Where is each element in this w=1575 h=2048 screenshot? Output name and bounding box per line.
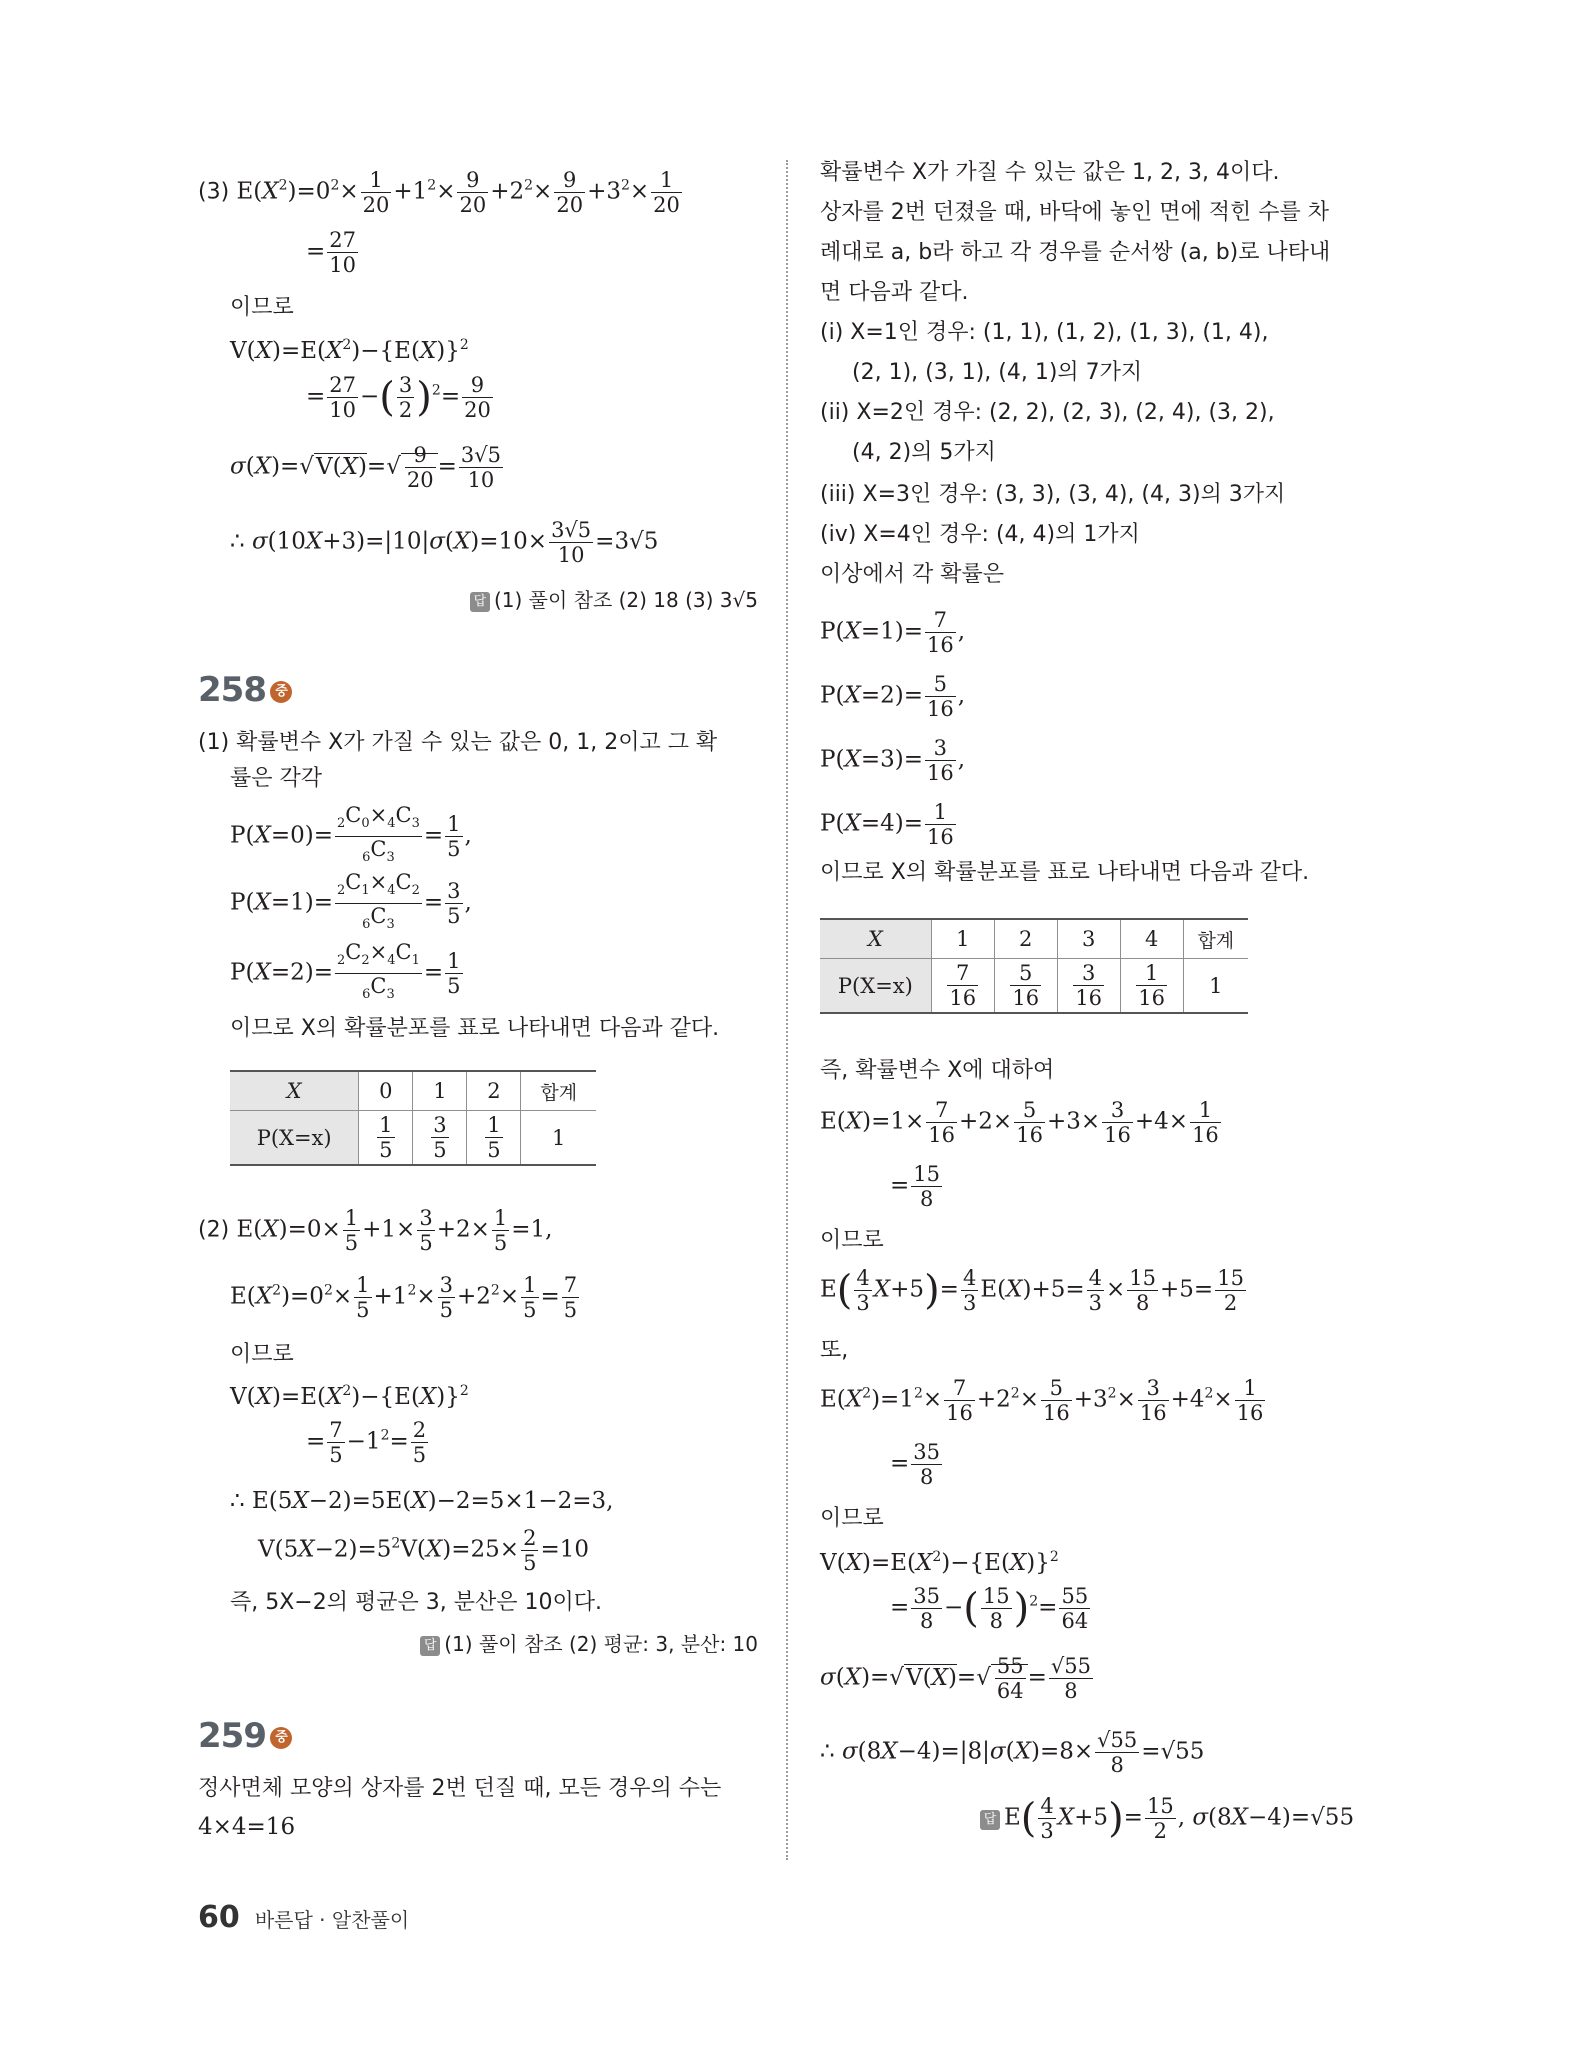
r-text5: 이상에서 각 확률은 [820,562,1005,587]
eq-ex-258: (2) E(X)=0× $\frac{1}{5}$ +1× $\frac{3}{5}$ +2× $\frac{1}{5}$ =1, [198,1206,553,1255]
eq-sigma-8x: ∴ σ(8X−4)=|8|σ(X)=8× $\frac{√55}{8}$ =√55 [820,1728,1205,1777]
distribution-table-259: X 1 2 3 4 합계 P(X=x) $\frac{7}{16}$ $\frac{5}{16}$ $\frac{3}{16}$ $\frac{1}{16}$ 1 [820,918,1248,1014]
eq-ex2-259-result: = $\frac{35}{8}$ [890,1440,941,1489]
eq-px3: P(X=3)= $\frac{3}{16}$ , [820,736,966,785]
answer-icon: 답 [470,592,490,612]
case-1b: (2, 1), (3, 1), (4, 1)의 7가지 [852,360,1143,385]
eq-ex-259: E(X)=1× $\frac{7}{16}$ +2× $\frac{5}{16}$ +3× $\frac{3}{16}$ +4× $\frac{1}{16}$ [820,1098,1219,1147]
p258-1-text1: (1) 확률변수 X가 가질 수 있는 값은 0, 1, 2이고 그 확 [198,730,718,755]
case-3: (iii) X=3인 경우: (3, 3), (3, 4), (4, 3)의 3가지 [820,482,1286,507]
r-text4: 면 다음과 같다. [820,280,969,305]
r-text6: 즉, 확률변수 X에 대하여 [820,1058,1055,1083]
eq-ex2-259: $E(X^2)=1^2\times$ $\frac{7}{16}$ $+2^2\times$ $\frac{5}{16}$ $+3^2\times$ $\frac{3}{16}$ $+4^2\times$ $\frac{1}{16}$ [820,1376,1264,1425]
text-then: 이므로 [230,295,294,320]
eq-var-259-result: = $\frac{35}{8}$ −( $\frac{15}{8}$ )$^2$= $\frac{55}{64}$ [890,1584,1089,1633]
p258-1-text2: 률은 각각 [230,766,323,791]
table-row-label: P(X=x) [230,1111,359,1166]
eq-var-259: $V(X)=E(X^2)-\{E(X)\}^2$ [820,1549,1059,1576]
eq-var-result: = $\frac{27}{10}$ −( $\frac{3}{2}$ )$^2$= $\frac{9}{20}$ [306,373,491,422]
case-2b: (4, 2)의 5가지 [852,440,996,465]
table-header-x: X [230,1071,359,1111]
eq-ex2-result: = $\frac{27}{10}$ [306,228,357,277]
eq-sigma: σ(X)=√V(X)=√ $\frac{9}{20}$ = $\frac{3√5}{10}$ [230,443,501,492]
answer-259: 답 E( $\frac{4}{3}$ X+5)= $\frac{15}{2}$ , σ(8X−4)=√55 [980,1794,1354,1843]
r-text2: 상자를 2번 던졌을 때, 바닥에 놓인 면에 적힌 수를 차 [820,200,1329,225]
page-number: 60 [198,1900,240,1935]
eq-ex2-258: $E(X^2)=0^2\times$ $\frac{1}{5}$ $+1^2\times$ $\frac{3}{5}$ $+2^2\times$ $\frac{1}{5}$ = $\frac{7}{5}$ [230,1273,578,1322]
answer-257: 답 (1) 풀이 참조 (2) 18 (3) 3√5 [470,584,758,613]
eq-px4: P(X=4)= $\frac{1}{16}$ [820,800,954,849]
eq-p1: P(X=1)= $\frac{_2C_1\times_4C_2}{_6C_3}$ = $\frac{3}{5}$ , [230,870,472,932]
difficulty-badge: 중 [270,681,292,703]
answer-icon: 답 [980,1810,1000,1830]
eq-e5x: ∴ E(5X−2)=5E(X)−2=5×1−2=3, [230,1488,614,1514]
r-also: 또, [820,1338,849,1363]
eq-var-258-result: = $\frac{7}{5}$ $-1^2=$ $\frac{2}{5}$ [306,1418,427,1467]
r-table-intro: 이므로 X의 확률분포를 표로 나타내면 다음과 같다. [820,860,1310,885]
eq-var: $V(X)=E(X^2)-\{E(X)\}^2$ [230,337,469,364]
page-footer [198,1900,409,1935]
eq-v5x: $V(5X-2)=5^2V(X)=25\times$ $\frac{2}{5}$ =10 [258,1526,589,1575]
eq-px2: P(X=2)= $\frac{5}{16}$ , [820,672,966,721]
text-then-258: 이므로 [230,1342,294,1367]
eq-var-258: $V(X)=E(X^2)-\{E(X)\}^2$ [230,1383,469,1410]
eq-ex-259-result: = $\frac{15}{8}$ [890,1162,941,1211]
problem-259-number: 259 중 [198,1716,292,1756]
p259-text2: 4×4=16 [198,1814,296,1840]
case-2a: (ii) X=2인 경우: (2, 2), (2, 3), (2, 4), (3, 2), [820,400,1275,425]
r-then1: 이므로 [820,1228,884,1253]
eq-sigma-259: σ(X)=√V(X)=√ $\frac{55}{64}$ = $\frac{√55}{8}$ [820,1654,1091,1703]
eq-px1: P(X=1)= $\frac{7}{16}$ , [820,608,966,657]
case-1a: (i) X=1인 경우: (1, 1), (1, 2), (1, 3), (1, 4), [820,320,1269,345]
eq-p2: P(X=2)= $\frac{_2C_2\times_4C_1}{_6C_3}$ = $\frac{1}{5}$ [230,940,461,1002]
r-then2: 이므로 [820,1506,884,1531]
answer-icon: 답 [420,1636,440,1656]
difficulty-badge: 중 [270,1727,292,1749]
p259-text1: 정사면체 모양의 상자를 2번 던질 때, 모든 경우의 수는 [198,1776,722,1801]
left-column [198,158,758,1878]
eq-ex2: (3) $E(X^2)=0^2\times$ $\frac{1}{20}$ $+1^2\times$ $\frac{9}{20}$ $+2^2\times$ $\frac{9}{20}$ $+3^2\times$ $\frac{1}{20}$ [198,168,680,217]
problem-258-number: 258 중 [198,670,292,710]
eq-p0: P(X=0)= $\frac{_2C_0\times_4C_3}{_6C_3}$ = $\frac{1}{5}$ , [230,803,472,865]
eq-e43x: E( $\frac{4}{3}$ X+5)= $\frac{4}{3}$ E(X)+5= $\frac{4}{3}$ × $\frac{15}{8}$ +5= $\frac{15}{2}$ [820,1266,1244,1315]
r-text3: 례대로 a, b라 하고 각 경우를 순서쌍 (a, b)로 나타내 [820,240,1331,265]
r-text1: 확률변수 X가 가질 수 있는 값은 1, 2, 3, 4이다. [820,160,1280,185]
eq-sigma-10x: ∴ σ(10X+3)=|10|σ(X)=10× $\frac{3√5}{10}$ =3√5 [230,518,659,567]
case-4: (iv) X=4인 경우: (4, 4)의 1가지 [820,522,1140,547]
p258-table-intro: 이므로 X의 확률분포를 표로 나타내면 다음과 같다. [230,1016,720,1041]
right-column [820,158,1380,1878]
footer-title: 바른답 · 알찬풀이 [254,1908,410,1932]
column-divider [786,160,788,1860]
p258-conclusion: 즉, 5X−2의 평균은 3, 분산은 10이다. [230,1590,602,1615]
answer-258: 답 (1) 풀이 참조 (2) 평균: 3, 분산: 10 [420,1628,758,1657]
distribution-table-258: X 0 1 2 합계 P(X=x) $\frac{1}{5}$ $\frac{3}{5}$ $\frac{1}{5}$ 1 [230,1070,596,1166]
